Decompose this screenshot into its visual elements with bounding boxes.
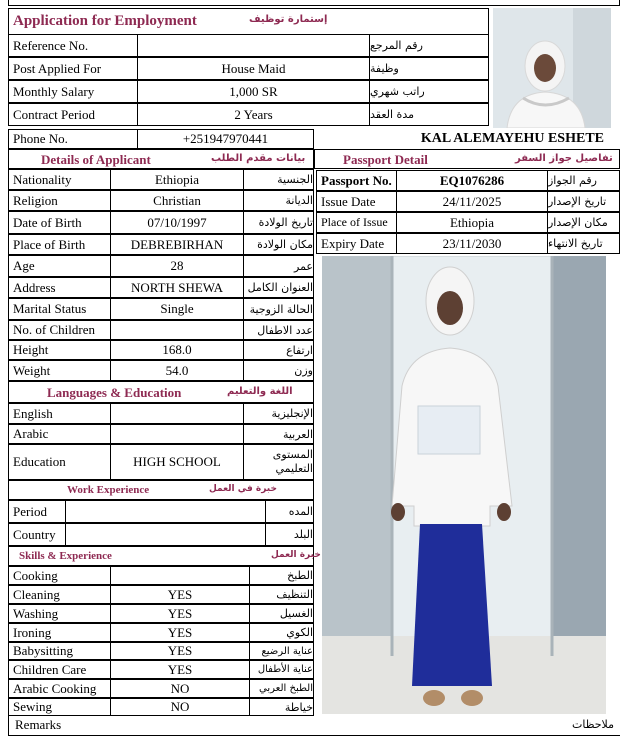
applicant-value (110, 320, 244, 340)
applicant-label: Address (8, 277, 111, 298)
applicant-label-ar: عدد الاطفال (243, 320, 314, 340)
work-label-ar: المده (265, 500, 314, 523)
portrait-photo (493, 8, 611, 128)
languages-heading (8, 381, 314, 403)
language-label: Arabic (8, 424, 111, 444)
skill-label-ar: خياطة (249, 698, 314, 716)
applicant-label: Age (8, 255, 111, 277)
title-en: Application for Employment (13, 13, 197, 29)
passport-label: Expiry Date (316, 233, 397, 254)
applicant-label-ar: الديانة (243, 190, 314, 211)
passport-label: Place of Issue (316, 212, 397, 233)
skill-label-ar: التنظيف (249, 585, 314, 604)
candidate-name: KAL ALEMAYEHU ESHETE (420, 131, 604, 146)
applicant-label-ar: الحالة الزوجية (243, 298, 314, 320)
language-value (110, 403, 244, 424)
skill-label: Cooking (8, 566, 111, 585)
work-heading-en: Work Experience (67, 484, 150, 496)
skill-label-ar: الكوي (249, 623, 314, 642)
applicant-label: No. of Children (8, 320, 111, 340)
applicant-value: 07/10/1997 (110, 211, 244, 234)
full-body-photo (322, 256, 606, 714)
remarks-label-ar: ملاحظات (572, 718, 614, 731)
passport-label: Issue Date (316, 191, 397, 212)
language-label-ar: العربية (243, 424, 314, 444)
skill-label-ar: الطبخ (249, 566, 314, 585)
applicant-heading (8, 149, 314, 169)
applicant-label: Marital Status (8, 298, 111, 320)
row-label-ar: راتب شهري (369, 80, 489, 103)
applicant-value: 54.0 (110, 360, 244, 381)
education-label-ar: المستوى التعليمي (243, 444, 314, 480)
work-value (65, 500, 266, 523)
applicant-label-ar: تاريخ الولادة (243, 211, 314, 234)
phone-value: +251947970441 (137, 129, 314, 149)
skill-label-ar: عناية الرضيع (249, 642, 314, 660)
passport-label: Passport No. (316, 170, 397, 191)
skill-label: Children Care (8, 660, 111, 679)
passport-label-ar: تاريخ الانتهاء (547, 233, 620, 254)
applicant-heading-ar: بيانات مقدم الطلب (211, 153, 306, 164)
passport-heading-en: Passport Detail (343, 152, 428, 167)
skills-heading (8, 546, 321, 566)
education-label: Education (8, 444, 111, 480)
language-value (110, 424, 244, 444)
top-border (8, 0, 620, 6)
row-value (137, 34, 370, 57)
work-heading (8, 480, 314, 500)
applicant-value: 28 (110, 255, 244, 277)
skill-value: NO (110, 679, 250, 698)
skill-label: Ironing (8, 623, 111, 642)
passport-label-ar: تاريخ الإصدار (547, 191, 620, 212)
skill-label: Washing (8, 604, 111, 623)
applicant-value: Christian (110, 190, 244, 211)
applicant-label-ar: العنوان الكامل (243, 277, 314, 298)
languages-heading-en: Languages & Education (47, 385, 182, 400)
skill-label: Babysitting (8, 642, 111, 660)
row-label: Post Applied For (8, 57, 138, 80)
skill-value: YES (110, 604, 250, 623)
row-value: House Maid (137, 57, 370, 80)
skill-label-ar: الطبخ العربي (249, 679, 314, 698)
skill-value: YES (110, 642, 250, 660)
language-label: English (8, 403, 111, 424)
passport-value: 24/11/2025 (396, 191, 548, 212)
skill-label: Cleaning (8, 585, 111, 604)
skill-value: NO (110, 698, 250, 716)
row-value: 1,000 SR (137, 80, 370, 103)
education-value: HIGH SCHOOL (110, 444, 244, 480)
passport-heading-ar: تفاصيل جواز السفر (515, 153, 613, 164)
work-label: Period (8, 500, 66, 523)
passport-value: 23/11/2030 (396, 233, 548, 254)
applicant-label: Place of Birth (8, 234, 111, 255)
applicant-label-ar: مكان الولادة (243, 234, 314, 255)
language-label-ar: الإنجليزية (243, 403, 314, 424)
work-label-ar: البلد (265, 523, 314, 546)
passport-value: Ethiopia (396, 212, 548, 233)
applicant-value: Single (110, 298, 244, 320)
skill-label-ar: الغسيل (249, 604, 314, 623)
row-label-ar: رقم المرجع (369, 34, 489, 57)
passport-label-ar: رقم الجواز (547, 170, 620, 191)
skills-heading-ar: خبرة العمل (271, 550, 321, 560)
applicant-label: Date of Birth (8, 211, 111, 234)
applicant-label: Height (8, 340, 111, 360)
row-label-ar: مدة العقد (369, 103, 489, 126)
title-ar: إستمارة توظيف (249, 14, 328, 25)
skill-value: YES (110, 623, 250, 642)
header-row (8, 8, 489, 34)
row-label: Monthly Salary (8, 80, 138, 103)
passport-value: EQ1076286 (396, 170, 548, 191)
applicant-label: Weight (8, 360, 111, 381)
row-label: Contract Period (8, 103, 138, 126)
row-value: 2 Years (137, 103, 370, 126)
skill-value: YES (110, 660, 250, 679)
applicant-value: NORTH SHEWA (110, 277, 244, 298)
passport-heading (314, 149, 620, 169)
skills-heading-en: Skills & Experience (19, 550, 112, 562)
applicant-label-ar: الجنسية (243, 169, 314, 190)
skill-label: Sewing (8, 698, 111, 716)
applicant-label: Religion (8, 190, 111, 211)
phone-label: Phone No. (8, 129, 138, 149)
applicant-value: DEBREBIRHAN (110, 234, 244, 255)
work-label: Country (8, 523, 66, 546)
applicant-label-ar: عمر (243, 255, 314, 277)
applicant-value: 168.0 (110, 340, 244, 360)
skill-label: Arabic Cooking (8, 679, 111, 698)
remarks-label: Remarks (15, 717, 62, 732)
skill-value: YES (110, 585, 250, 604)
applicant-label-ar: وزن (243, 360, 314, 381)
skill-value (110, 566, 250, 585)
applicant-label-ar: ارتفاع (243, 340, 314, 360)
languages-heading-ar: اللغة والتعليم (227, 386, 293, 397)
skill-label-ar: عناية الأطفال (249, 660, 314, 679)
remarks-row (8, 716, 620, 736)
applicant-heading-en: Details of Applicant (41, 152, 151, 167)
applicant-value: Ethiopia (110, 169, 244, 190)
row-label: Reference No. (8, 34, 138, 57)
applicant-label: Nationality (8, 169, 111, 190)
work-value (65, 523, 266, 546)
work-heading-ar: خبرة في العمل (209, 484, 277, 494)
row-label-ar: وظيفة (369, 57, 489, 80)
passport-label-ar: مكان الإصدار (547, 212, 620, 233)
